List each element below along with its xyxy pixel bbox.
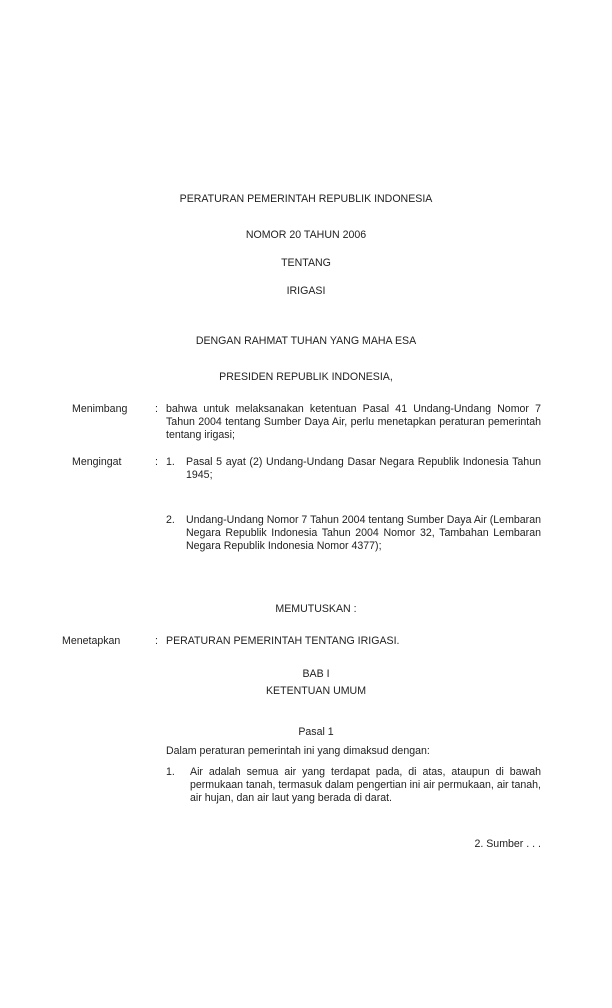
authority: PRESIDEN REPUBLIK INDONESIA,	[219, 371, 393, 383]
chapter-title: BAB I	[302, 668, 330, 680]
mengingat-colon: :	[155, 456, 158, 468]
menimbang-colon: :	[155, 403, 158, 415]
about-heading: TENTANG	[281, 257, 331, 269]
article-item-text: Air adalah semua air yang terdapat pada, di atas, ataupun di bawah permukaan tanah, termasuk dalam pengertian ini air permukaan, air tanah, air hujan, dan air laut yang berada di darat.	[190, 766, 541, 804]
regulation-number: NOMOR 20 TAHUN 2006	[245, 229, 367, 241]
mengingat-item-number: 2.	[166, 514, 175, 526]
invocation: DENGAN RAHMAT TUHAN YANG MAHA ESA	[195, 335, 417, 347]
menetapkan-text: PERATURAN PEMERINTAH TENTANG IRIGASI.	[166, 635, 400, 647]
mengingat-item-text: Undang-Undang Nomor 7 Tahun 2004 tentang Sumber Daya Air (Lembaran Negara Republik Indonesia Tahun 2004 Nomor 32, Tambahan Lembaran Negara Republik Indonesia Nomor 4377);	[186, 514, 541, 552]
menetapkan-label: Menetapkan	[62, 635, 121, 647]
mengingat-item-text: Pasal 5 ayat (2) Undang-Undang Dasar Negara Republik Indonesia Tahun 1945;	[186, 456, 541, 481]
article-intro: Dalam peraturan pemerintah ini yang dimaksud dengan:	[166, 745, 430, 757]
mengingat-label: Mengingat	[72, 456, 122, 468]
memutuskan-heading: MEMUTUSKAN :	[275, 603, 357, 615]
chapter-name: KETENTUAN UMUM	[265, 685, 367, 697]
menimbang-text: bahwa untuk melaksanakan ketentuan Pasal 41 Undang-Undang Nomor 7 Tahun 2004 tentang Sumber Daya Air, perlu menetapkan peraturan pemerintah tentang irigasi;	[166, 403, 541, 441]
document-title: PERATURAN PEMERINTAH REPUBLIK INDONESIA	[179, 193, 433, 205]
article-title: Pasal 1	[298, 726, 334, 738]
mengingat-item-number: 1.	[166, 456, 175, 468]
page-continuation: 2. Sumber . . .	[474, 838, 541, 850]
menetapkan-colon: :	[155, 635, 158, 647]
menimbang-label: Menimbang	[72, 403, 128, 415]
subject-heading: IRIGASI	[286, 285, 326, 297]
article-item-number: 1.	[166, 766, 175, 778]
